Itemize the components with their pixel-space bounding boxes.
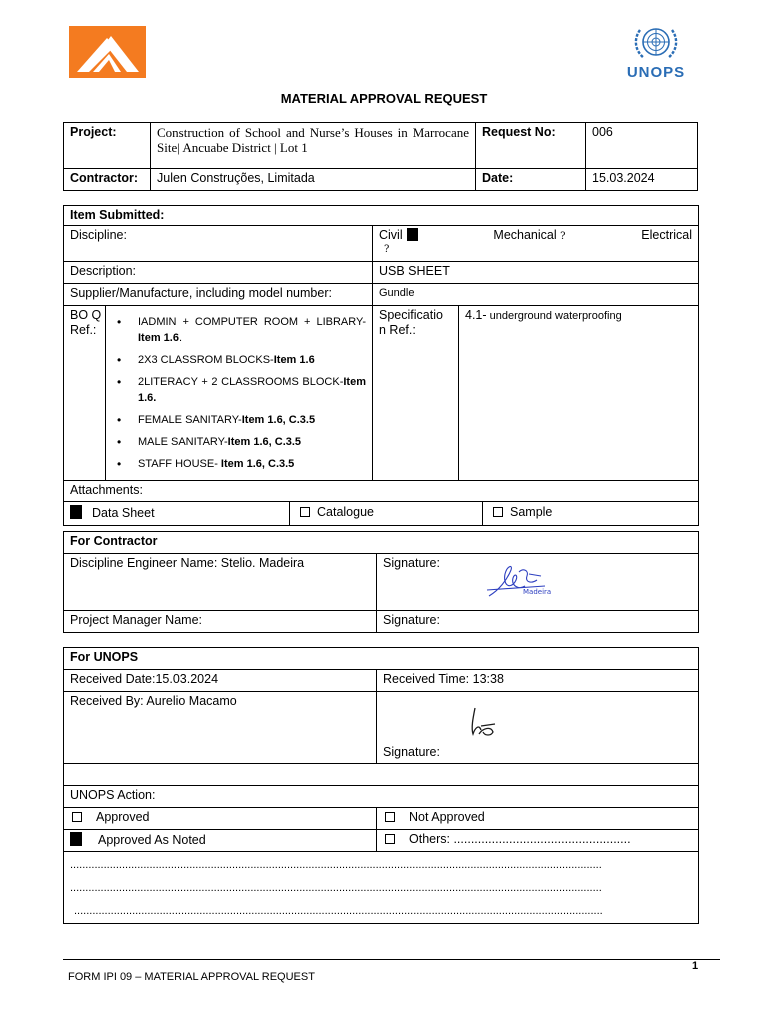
boq-items-cell	[106, 306, 373, 481]
description-value: USB SHEET	[373, 262, 699, 284]
received-by: Received By: Aurelio Macamo	[64, 692, 377, 764]
unops-signature-icon	[465, 704, 501, 740]
unops-heading: For UNOPS	[64, 648, 699, 670]
list-item: • 2X3 CLASSROM BLOCKS-Item 1.6	[112, 352, 366, 368]
item-submitted-heading: Item Submitted:	[64, 206, 699, 226]
civil-checked-box-icon	[407, 228, 418, 241]
discipline-electrical: Electrical	[641, 228, 693, 242]
received-time: Received Time: 13:38	[377, 670, 699, 692]
spec-label: Specificatio n Ref.:	[373, 306, 459, 481]
supplier-value: Gundle	[373, 284, 699, 306]
spec-prefix: 4.1-	[465, 308, 487, 322]
project-value: Construction of School and Nurse’s Houses in Marrocane Site| Ancuabe District | Lot 1	[151, 123, 476, 169]
spec-value-cell	[459, 306, 699, 481]
date-label: Date:	[476, 169, 586, 191]
contractor-heading: For Contractor	[64, 532, 699, 554]
list-item: • 2LITERACY + 2 CLASSROOMS BLOCK-Item 1.6.	[112, 374, 366, 406]
un-emblem-icon	[632, 24, 680, 64]
list-item: • MALE SANITARY-Item 1.6, C.3.5	[112, 434, 366, 450]
discipline-mechanical: Mechanical ?	[493, 228, 566, 242]
engineer-signature-cell	[377, 554, 699, 611]
list-item: • IADMIN + COMPUTER ROOM + LIBRARY-Item 1.6.	[112, 314, 366, 346]
discipline-options	[373, 226, 699, 262]
contractor-table	[63, 531, 699, 633]
orange-roof-logo-icon	[69, 26, 146, 78]
item-submitted-table	[63, 205, 699, 526]
supplier-label: Supplier/Manufacture, including model number:	[64, 284, 373, 306]
unchecked-box-icon	[385, 812, 395, 822]
boq-list	[112, 314, 366, 472]
unops-action-label: UNOPS Action:	[64, 786, 699, 808]
unops-wordmark: UNOPS	[626, 64, 686, 81]
remarks-cell[interactable]	[64, 852, 699, 924]
unops-logo	[620, 24, 692, 84]
project-label: Project:	[64, 123, 151, 169]
unchecked-box-icon	[300, 507, 310, 517]
attach-datasheet[interactable]: Data Sheet	[64, 502, 290, 525]
discipline-label: Discipline:	[64, 226, 373, 262]
boq-label: BO Q Ref.:	[64, 306, 106, 481]
contractor-logo	[69, 26, 146, 78]
signature-label: Signature:	[383, 745, 440, 759]
date-value: 15.03.2024	[586, 169, 698, 191]
pm-signature-label: Signature:	[377, 611, 699, 633]
option-approved[interactable]: Approved	[64, 808, 377, 830]
attach-sample[interactable]: Sample	[483, 502, 698, 525]
footer-divider	[63, 959, 720, 960]
checked-box-icon	[70, 505, 82, 519]
discipline-civil: Civil	[379, 228, 418, 244]
footer-form-label: FORM IPI 09 – MATERIAL APPROVAL REQUEST	[68, 971, 315, 983]
checked-box-icon	[70, 832, 82, 846]
engineer-name: Discipline Engineer Name: Stelio. Madeira	[64, 554, 377, 611]
attachments-label: Attachments:	[64, 481, 699, 502]
unops-table	[63, 647, 699, 924]
contractor-label: Contractor:	[64, 169, 151, 191]
project-header-table	[63, 122, 698, 191]
contractor-value: Julen Construções, Limitada	[151, 169, 476, 191]
unknown-glyph-icon: ?	[384, 244, 390, 255]
signature-label: Signature:	[383, 556, 440, 570]
attach-catalogue[interactable]: Catalogue	[290, 502, 483, 525]
unchecked-box-icon	[493, 507, 503, 517]
list-item: • FEMALE SANITARY-Item 1.6, C.3.5	[112, 412, 366, 428]
unchecked-box-icon	[72, 812, 82, 822]
spec-value: underground waterproofing	[486, 310, 622, 322]
remarks-line: ..............................................................................................................................................................................	[70, 882, 602, 894]
engineer-signature-icon	[485, 560, 551, 602]
attachments-row	[64, 502, 699, 526]
page-title: MATERIAL APPROVAL REQUEST	[280, 91, 488, 106]
request-no-value: 006	[586, 123, 698, 169]
svg-text:Madeira: Madeira	[523, 588, 551, 596]
blank-row	[64, 764, 699, 786]
list-item: • STAFF HOUSE- Item 1.6, C.3.5	[112, 456, 366, 472]
option-not-approved[interactable]: Not Approved	[377, 808, 699, 830]
description-label: Description:	[64, 262, 373, 284]
request-no-label: Request No:	[476, 123, 586, 169]
remarks-line: .............................................................................................................................................................................	[74, 905, 603, 917]
option-others[interactable]: Others: ...................................................	[377, 830, 699, 852]
project-manager-name: Project Manager Name:	[64, 611, 377, 633]
page-number: 1	[692, 960, 699, 972]
received-date: Received Date:15.03.2024	[64, 670, 377, 692]
unops-signature-cell	[377, 692, 699, 764]
remarks-line: ..............................................................................................................................................................................	[70, 859, 602, 871]
option-approved-as-noted[interactable]: Approved As Noted	[64, 830, 377, 852]
unchecked-box-icon	[385, 834, 395, 844]
unknown-glyph-icon: ?	[560, 231, 566, 242]
